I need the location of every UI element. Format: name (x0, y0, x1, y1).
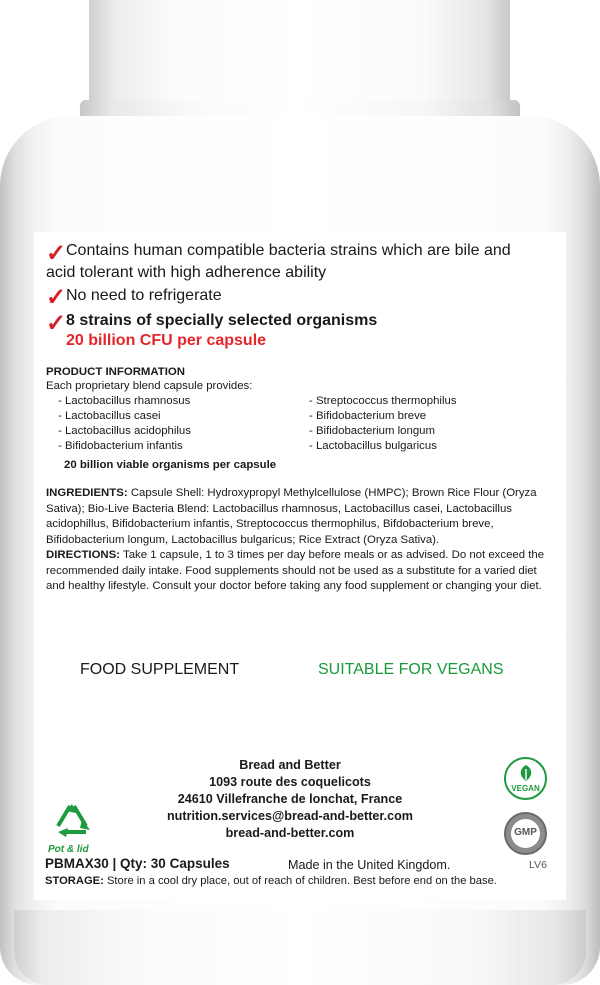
claim-strains: 8 strains of specially selected organisms (66, 312, 378, 329)
check-icon: ✓ (46, 284, 67, 311)
food-supplement-text: FOOD SUPPLEMENT (80, 661, 240, 678)
check-icon: ✓ (46, 240, 67, 267)
product-code: PBMAX30 | Qty: 30 Capsules (45, 856, 230, 871)
directions-block (46, 548, 554, 595)
product-info-intro: Each proprietary blend capsule provides: (46, 380, 253, 392)
claim-bile-tolerant-line1: Contains human compatible bacteria strains which are bile and (66, 242, 511, 259)
vegan-badge-text: VEGAN (511, 784, 540, 793)
ingredients-text: Capsule Shell: Hydroxypropyl Methylcellulose (HMPC); Brown Rice Flour (Oryza Sativa); Bio-Live Bacteria Blend: Lactobacillus rhamnosus, Lactobacillus casei, Lactobacillus acidophillus, Bifidobacterium infantis, Streptococcus thermophilus, Bifdobacterium breve, Bifidobacterium longum, Lactobacillus bulgaricus; Rice Extract (Oryza Sativa). (46, 487, 537, 546)
company-address (130, 757, 450, 842)
strain-item: - Bifidobacterium infantis (58, 440, 183, 452)
company-street: 1093 route des coquelicots (209, 775, 371, 789)
version-code: LV6 (529, 859, 547, 871)
company-email: nutrition.services@bread-and-better.com (166, 809, 414, 823)
recycle-icon (52, 802, 96, 842)
claim-cfu: 20 billion CFU per capsule (66, 332, 267, 349)
strain-item: - Bifidobacterium breve (309, 410, 427, 422)
claim-no-refrigeration: No need to refrigerate (66, 287, 222, 304)
vegan-badge (504, 757, 547, 800)
storage-label: STORAGE: (45, 875, 104, 887)
check-icon: ✓ (46, 310, 67, 337)
claim-bile-tolerant-line2: acid tolerant with high adherence ability (46, 264, 327, 281)
gmp-badge-text: GMP (514, 827, 537, 838)
product-label (34, 232, 566, 900)
strain-item: - Lactobacillus acidophilus (58, 425, 191, 437)
viable-organisms: 20 billion viable organisms per capsule (64, 459, 277, 471)
product-info-heading: PRODUCT INFORMATION (46, 366, 185, 378)
strain-item: - Lactobacillus rhamnosus (58, 395, 191, 407)
company-name: Bread and Better (239, 758, 341, 772)
strain-item: - Bifidobacterium longum (309, 425, 435, 437)
made-in-text: Made in the United Kingdom. (288, 858, 451, 872)
strain-item: - Lactobacillus bulgaricus (309, 440, 437, 452)
bottle-cap (89, 0, 510, 108)
storage-text: Store in a cool dry place, out of reach of children. Best before end on the base. (106, 875, 497, 887)
leaf-icon (517, 764, 535, 782)
suitable-for-vegans-text: SUITABLE FOR VEGANS (318, 661, 504, 678)
company-city: 24610 Villefranche de lonchat, France (177, 792, 403, 806)
bottle-base (14, 910, 586, 985)
ingredients-label: INGREDIENTS: (46, 487, 128, 499)
strain-item: - Streptococcus thermophilus (309, 395, 457, 407)
gmp-badge (504, 812, 547, 855)
ingredients-block (46, 486, 554, 548)
recycle-caption: Pot & lid (48, 844, 89, 855)
storage-line (45, 875, 497, 887)
strain-item: - Lactobacillus casei (58, 410, 161, 422)
company-website: bread-and-better.com (225, 826, 355, 840)
directions-text: Take 1 capsule, 1 to 3 times per day before meals or as advised. Do not exceed the recommended daily intake. Food supplements should not be used as a substitute for a varied diet and healthy lifestyle. Consult your doctor before taking any food supplement or changing your diet. (46, 549, 545, 592)
directions-label: DIRECTIONS: (46, 549, 121, 561)
